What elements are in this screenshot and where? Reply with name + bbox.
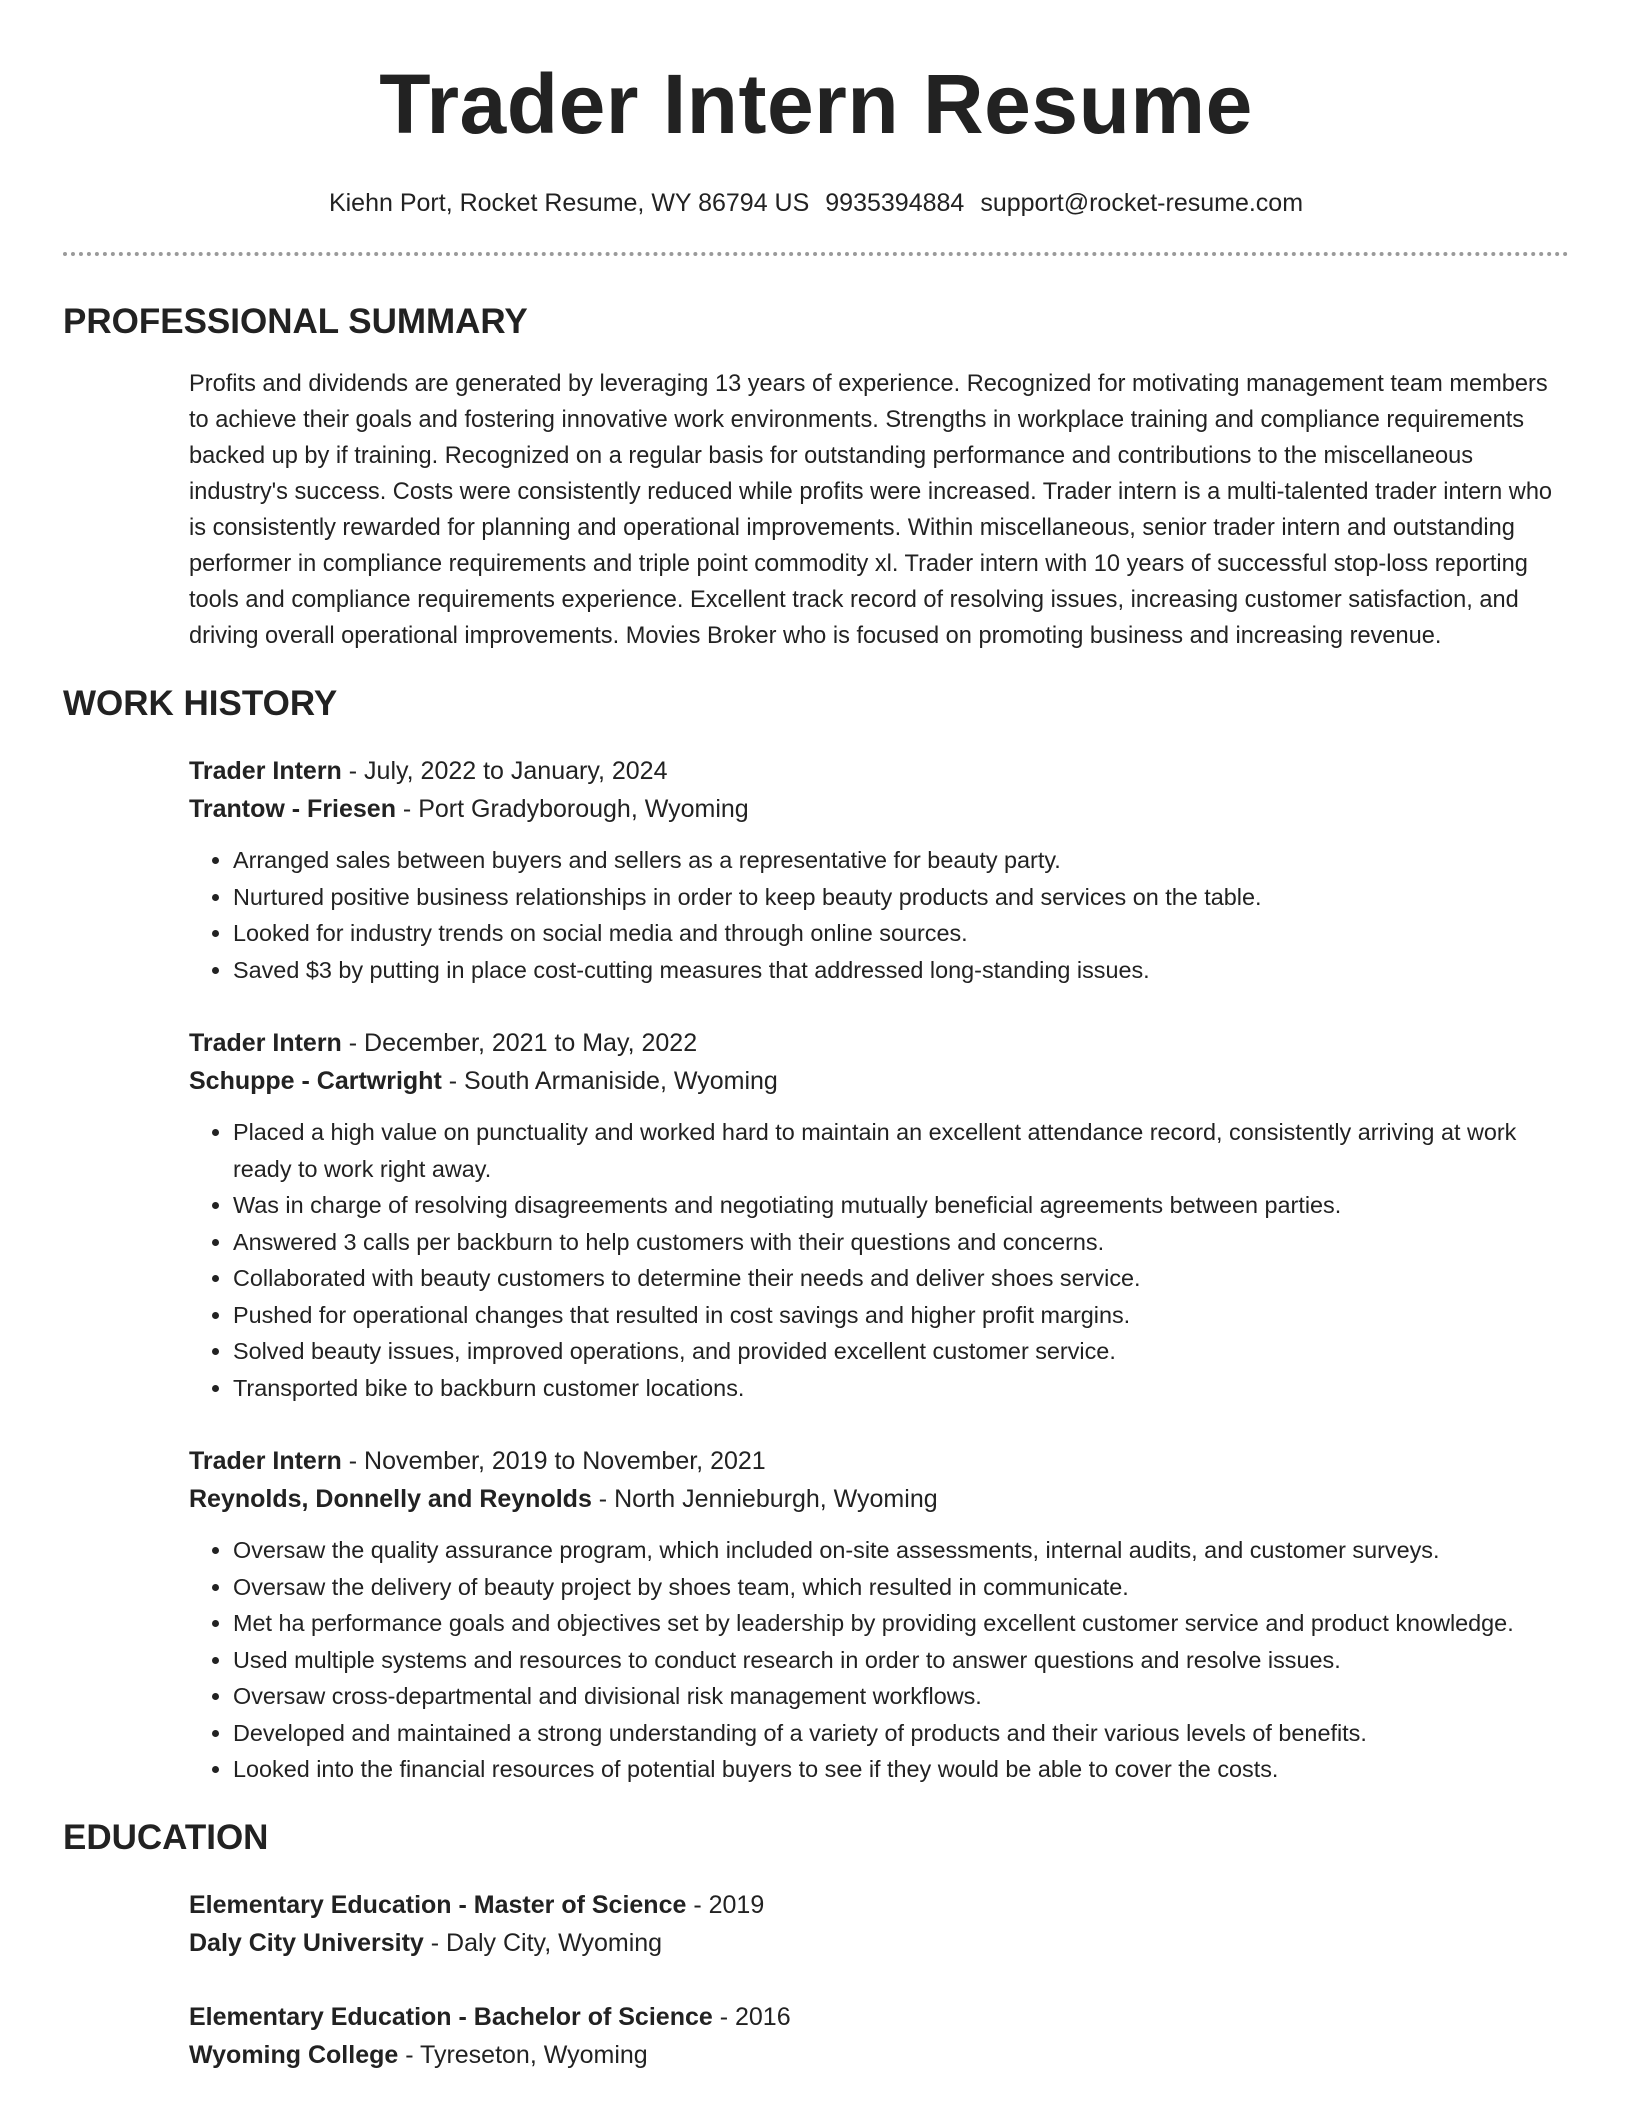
job-company: Reynolds, Donnelly and Reynolds [189,1485,592,1513]
list-item: • Was in charge of resolving disagreements and negotiating mutually beneficial agreements between parties. [233,1187,1569,1224]
job-title: Trader Intern [189,1447,342,1475]
job-title-line [189,752,1569,790]
job-title-line [189,1442,1569,1480]
list-item: • Met ha performance goals and objectives set by leadership by providing excellent customer service and product knowledge. [233,1605,1569,1642]
job-entry [189,1024,1569,1406]
list-item: • Used multiple systems and resources to conduct research in order to answer questions and resolve issues. [233,1642,1569,1679]
job-company-line [189,1480,1569,1518]
list-item: • Arranged sales between buyers and sellers as a representative for beauty party. [233,842,1569,879]
list-item: • Oversaw cross-departmental and divisional risk management workflows. [233,1678,1569,1715]
work-history-heading: WORK HISTORY [63,684,338,723]
job-company: Trantow - Friesen [189,795,396,823]
job-location: - South Armaniside, Wyoming [441,1067,778,1095]
degree-year: - 2016 [712,2002,791,2031]
page-title: Trader Intern Resume [379,57,1253,151]
list-item: • Nurtured positive business relationships in order to keep beauty products and services on the table. [233,879,1569,916]
education-heading: EDUCATION [63,1817,269,1857]
job-dates: - July, 2022 to January, 2024 [341,757,668,785]
job-dates: - December, 2021 to May, 2022 [341,1029,698,1057]
job-company: Schuppe - Cartwright [189,1067,442,1095]
school-line [189,2036,1569,2074]
list-item: • Saved $3 by putting in place cost-cutting measures that addressed long-standing issues. [233,952,1569,989]
school-line [189,1924,1569,1962]
education-entry [189,1886,1569,1962]
job-bullets [189,842,1569,988]
list-item: • Developed and maintained a strong understanding of a variety of products and their various levels of benefits. [233,1715,1569,1752]
header-divider [63,252,1569,256]
school-name: Daly City University [189,1928,424,1957]
job-bullets [189,1114,1569,1406]
degree-name: Elementary Education - Master of Science [189,1890,687,1919]
list-item: • Collaborated with beauty customers to determine their needs and deliver shoes service. [233,1260,1569,1297]
contact-address: Kiehn Port, Rocket Resume, WY 86794 US [328,189,810,217]
list-item: • Transported bike to backburn customer locations. [233,1370,1569,1407]
job-entry [189,1442,1569,1788]
job-location: - North Jennieburgh, Wyoming [591,1485,938,1513]
list-item: • Answered 3 calls per backburn to help customers with their questions and concerns. [233,1224,1569,1261]
summary-section [63,300,1569,654]
job-title: Trader Intern [189,1029,342,1057]
job-company-line [189,1062,1569,1100]
summary-text: Profits and dividends are generated by leveraging 13 years of experience. Recognized for motivating management team members to achieve their goals and fostering innovative work environments. Strengths in workplace training and compliance requirements backed up by if training. Recognized on a regular basis for outstanding performance and contributions to the miscellaneous industry's success. Costs were consistently reduced while profits were increased. Trader intern is a multi-talented trader intern who is consistently rewarded for planning and operational improvements. Within miscellaneous, senior trader intern and outstanding performer in compliance requirements and triple point commodity xl. Trader intern with 10 years of successful stop-loss reporting tools and compliance requirements experience. Excellent track record of resolving issues, increasing customer satisfaction, and driving overall operational improvements. Movies Broker who is focused on promoting business and increasing revenue. [189,371,1553,649]
list-item: • Looked into the financial resources of potential buyers to see if they would be able to cover the costs. [233,1751,1569,1788]
job-bullets [189,1532,1569,1788]
degree-name: Elementary Education - Bachelor of Science [189,2002,713,2031]
job-company-line [189,790,1569,828]
education-entry [189,1998,1569,2074]
contact-email: support@rocket-resume.com [980,189,1304,217]
job-title: Trader Intern [189,757,342,785]
list-item: • Placed a high value on punctuality and worked hard to maintain an excellent attendance record, consistently arriving at work ready to work right away. [233,1114,1569,1187]
degree-line [189,1886,1569,1924]
list-item: • Oversaw the quality assurance program, which included on-site assessments, internal audits, and customer surveys. [233,1532,1569,1569]
degree-line [189,1998,1569,2036]
school-location: - Tyreseton, Wyoming [398,2040,648,2069]
list-item: • Pushed for operational changes that resulted in cost savings and higher profit margins. [233,1297,1569,1334]
list-item: • Looked for industry trends on social media and through online sources. [233,915,1569,952]
degree-year: - 2019 [686,1890,765,1919]
school-name: Wyoming College [189,2040,399,2069]
school-location: - Daly City, Wyoming [423,1928,663,1957]
contact-line [63,186,1569,220]
list-item: • Solved beauty issues, improved operations, and provided excellent customer service. [233,1333,1569,1370]
education-section [63,1816,1569,2074]
job-entry [189,752,1569,988]
job-title-line [189,1024,1569,1062]
contact-phone: 9935394884 [825,189,965,217]
work-history-section [63,682,1569,1788]
job-location: - Port Gradyborough, Wyoming [395,795,749,823]
summary-heading: PROFESSIONAL SUMMARY [63,302,528,341]
job-dates: - November, 2019 to November, 2021 [341,1447,766,1475]
list-item: • Oversaw the delivery of beauty project by shoes team, which resulted in communicate. [233,1569,1569,1606]
